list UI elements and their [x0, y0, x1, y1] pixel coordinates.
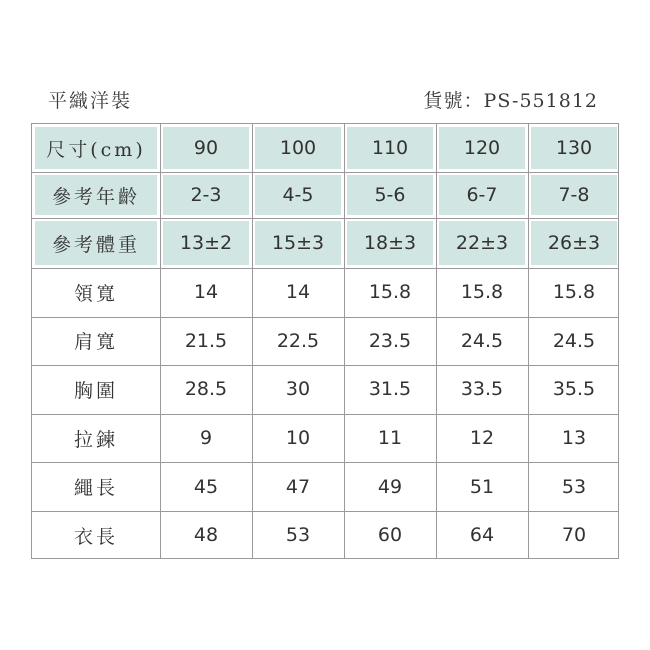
row-label: 領寬	[73, 282, 118, 305]
table-cell: 60	[377, 524, 403, 547]
table-cell: 31.5	[368, 378, 412, 401]
column-divider	[528, 124, 529, 558]
row-divider	[32, 511, 618, 512]
table-cell: 14	[285, 281, 311, 304]
table-row-4	[32, 462, 618, 511]
table-cell: 13±2	[163, 221, 249, 265]
row-divider	[32, 414, 618, 415]
row-label: 尺寸(cm)	[35, 127, 157, 169]
row-divider	[32, 317, 618, 318]
table-cell: 100	[255, 127, 341, 169]
header-row-1	[32, 172, 618, 218]
table-cell: 4-5	[255, 175, 341, 215]
row-label: 胸圍	[73, 379, 118, 402]
table-cell: 11	[377, 427, 403, 450]
table-cell: 47	[285, 475, 311, 498]
product-title: 平織洋裝	[48, 90, 133, 112]
row-divider	[32, 172, 618, 173]
table-row-0	[32, 268, 618, 317]
table-cell: 22.5	[276, 329, 320, 352]
table-cell: 18±3	[347, 221, 433, 265]
column-divider	[436, 124, 437, 558]
row-divider	[32, 365, 618, 366]
table-cell: 15.8	[552, 281, 596, 304]
header-row-2	[32, 218, 618, 268]
table-cell: 15.8	[368, 281, 412, 304]
table-cell: 12	[469, 427, 495, 450]
row-divider	[32, 462, 618, 463]
table-row-1	[32, 317, 618, 366]
table-row-2	[32, 365, 618, 414]
table-cell: 24.5	[460, 329, 504, 352]
table-cell: 120	[439, 127, 525, 169]
table-cell: 53	[561, 475, 587, 498]
table-cell: 48	[193, 524, 219, 547]
row-label: 繩長	[73, 477, 118, 500]
table-cell: 26±3	[531, 221, 617, 265]
table-cell: 9	[199, 427, 213, 450]
table-cell: 90	[163, 127, 249, 169]
table-cell: 28.5	[184, 378, 228, 401]
table-cell: 23.5	[368, 329, 412, 352]
row-label: 肩寬	[73, 331, 118, 354]
table-cell: 53	[285, 524, 311, 547]
item-number: 貨號：PS-551812	[423, 90, 598, 112]
table-cell: 15±3	[255, 221, 341, 265]
table-cell: 70	[561, 524, 587, 547]
row-label: 參考體重	[35, 221, 157, 265]
table-cell: 110	[347, 127, 433, 169]
row-label: 衣長	[73, 525, 118, 548]
column-divider	[344, 124, 345, 558]
row-divider	[32, 268, 618, 269]
table-cell: 22±3	[439, 221, 525, 265]
table-cell: 10	[285, 427, 311, 450]
header-row-0	[32, 124, 618, 172]
table-cell: 49	[377, 475, 403, 498]
table-cell: 6-7	[439, 175, 525, 215]
row-label: 參考年齡	[35, 175, 157, 215]
table-cell: 35.5	[552, 378, 596, 401]
table-row-3	[32, 414, 618, 463]
table-row-5	[32, 511, 618, 560]
table-cell: 5-6	[347, 175, 433, 215]
table-cell: 7-8	[531, 175, 617, 215]
table-cell: 2-3	[163, 175, 249, 215]
table-cell: 64	[469, 524, 495, 547]
table-cell: 130	[531, 127, 617, 169]
table-cell: 30	[285, 378, 311, 401]
table-cell: 15.8	[460, 281, 504, 304]
table-cell: 24.5	[552, 329, 596, 352]
table-cell: 21.5	[184, 329, 228, 352]
row-divider	[32, 218, 618, 219]
table-cell: 33.5	[460, 378, 504, 401]
size-table	[31, 123, 619, 559]
row-label: 拉鍊	[73, 428, 118, 451]
table-cell: 45	[193, 475, 219, 498]
column-divider	[252, 124, 253, 558]
column-divider	[160, 124, 161, 558]
table-cell: 14	[193, 281, 219, 304]
table-cell: 51	[469, 475, 495, 498]
table-cell: 13	[561, 427, 587, 450]
